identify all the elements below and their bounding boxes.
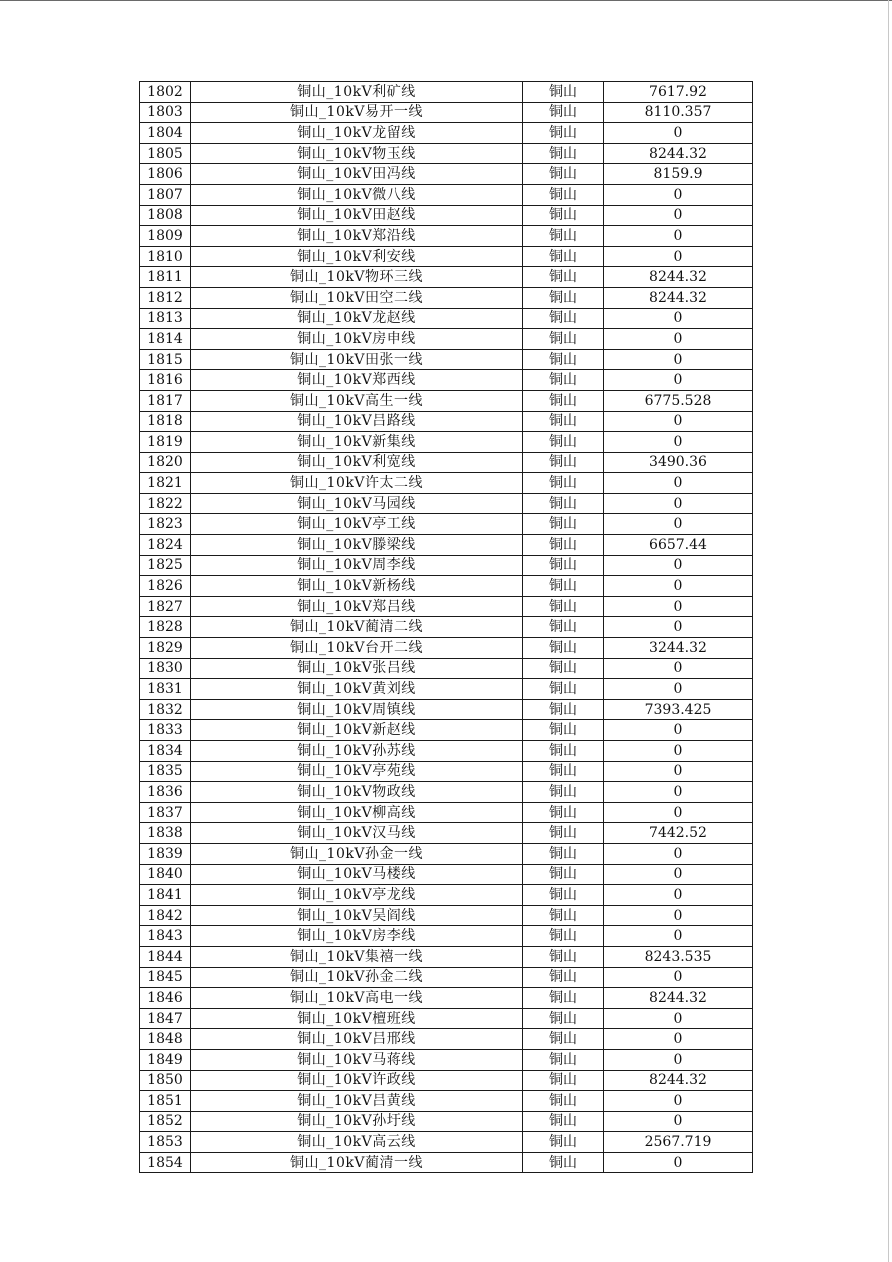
table-row (140, 82, 753, 103)
line-name-cell: 铜山_10kV吕黄线 (191, 1091, 523, 1112)
value-cell: 0 (604, 473, 753, 494)
area-cell: 铜山 (523, 452, 604, 473)
value-cell: 8244.32 (604, 287, 753, 308)
area-cell: 铜山 (523, 432, 604, 453)
line-name-cell: 铜山_10kV柳高线 (191, 802, 523, 823)
table-row (140, 329, 753, 350)
table-row (140, 617, 753, 638)
area-cell: 铜山 (523, 596, 604, 617)
value-cell: 8244.32 (604, 988, 753, 1009)
area-cell: 铜山 (523, 411, 604, 432)
line-name-cell: 铜山_10kV物环三线 (191, 267, 523, 288)
area-cell: 铜山 (523, 823, 604, 844)
table-row (140, 988, 753, 1009)
row-number-cell: 1833 (140, 720, 191, 741)
value-cell: 3244.32 (604, 638, 753, 659)
area-cell: 铜山 (523, 514, 604, 535)
value-cell: 8244.32 (604, 143, 753, 164)
row-number-cell: 1823 (140, 514, 191, 535)
value-cell: 0 (604, 329, 753, 350)
row-number-cell: 1810 (140, 246, 191, 267)
value-cell: 0 (604, 411, 753, 432)
row-number-cell: 1832 (140, 699, 191, 720)
value-cell: 0 (604, 226, 753, 247)
area-cell: 铜山 (523, 885, 604, 906)
value-cell: 0 (604, 843, 753, 864)
table-row (140, 555, 753, 576)
line-name-cell: 铜山_10kV新杨线 (191, 576, 523, 597)
value-cell: 6775.528 (604, 390, 753, 411)
line-name-cell: 铜山_10kV汉马线 (191, 823, 523, 844)
table-row (140, 761, 753, 782)
row-number-cell: 1837 (140, 802, 191, 823)
area-cell: 铜山 (523, 843, 604, 864)
table-row (140, 1029, 753, 1050)
table-row (140, 926, 753, 947)
table-row (140, 226, 753, 247)
area-cell: 铜山 (523, 349, 604, 370)
row-number-cell: 1806 (140, 164, 191, 185)
table-row (140, 946, 753, 967)
area-cell: 铜山 (523, 267, 604, 288)
row-number-cell: 1804 (140, 123, 191, 144)
row-number-cell: 1834 (140, 741, 191, 762)
table-row (140, 184, 753, 205)
line-name-cell: 铜山_10kV马楼线 (191, 864, 523, 885)
table-row (140, 741, 753, 762)
page-top-border (0, 0, 892, 1)
line-name-cell: 铜山_10kV亭工线 (191, 514, 523, 535)
table-row (140, 267, 753, 288)
area-cell: 铜山 (523, 658, 604, 679)
line-name-cell: 铜山_10kV易开一线 (191, 102, 523, 123)
page-right-border (888, 0, 889, 1262)
table-row (140, 1070, 753, 1091)
line-name-cell: 铜山_10kV台开二线 (191, 638, 523, 659)
row-number-cell: 1853 (140, 1132, 191, 1153)
line-name-cell: 铜山_10kV郑吕线 (191, 596, 523, 617)
area-cell: 铜山 (523, 926, 604, 947)
table-row (140, 699, 753, 720)
row-number-cell: 1811 (140, 267, 191, 288)
row-number-cell: 1831 (140, 679, 191, 700)
table-row (140, 370, 753, 391)
area-cell: 铜山 (523, 123, 604, 144)
area-cell: 铜山 (523, 1008, 604, 1029)
line-name-cell: 铜山_10kV吕邢线 (191, 1029, 523, 1050)
value-cell: 0 (604, 761, 753, 782)
row-number-cell: 1821 (140, 473, 191, 494)
line-name-cell: 铜山_10kV周李线 (191, 555, 523, 576)
area-cell: 铜山 (523, 905, 604, 926)
table-row (140, 493, 753, 514)
row-number-cell: 1814 (140, 329, 191, 350)
row-number-cell: 1805 (140, 143, 191, 164)
area-cell: 铜山 (523, 1070, 604, 1091)
row-number-cell: 1835 (140, 761, 191, 782)
row-number-cell: 1841 (140, 885, 191, 906)
area-cell: 铜山 (523, 782, 604, 803)
line-name-cell: 铜山_10kV田冯线 (191, 164, 523, 185)
value-cell: 0 (604, 1029, 753, 1050)
value-cell: 0 (604, 596, 753, 617)
line-name-cell: 铜山_10kV微八线 (191, 184, 523, 205)
value-cell: 0 (604, 926, 753, 947)
area-cell: 铜山 (523, 1091, 604, 1112)
line-name-cell: 铜山_10kV房申线 (191, 329, 523, 350)
row-number-cell: 1849 (140, 1049, 191, 1070)
line-name-cell: 铜山_10kV许太二线 (191, 473, 523, 494)
value-cell: 0 (604, 308, 753, 329)
table-row (140, 349, 753, 370)
value-cell: 0 (604, 349, 753, 370)
table-row (140, 246, 753, 267)
line-name-cell: 铜山_10kV高生一线 (191, 390, 523, 411)
area-cell: 铜山 (523, 246, 604, 267)
value-cell: 0 (604, 1111, 753, 1132)
line-name-cell: 铜山_10kV新赵线 (191, 720, 523, 741)
value-cell: 8110.357 (604, 102, 753, 123)
row-number-cell: 1839 (140, 843, 191, 864)
row-number-cell: 1822 (140, 493, 191, 514)
value-cell: 0 (604, 576, 753, 597)
row-number-cell: 1844 (140, 946, 191, 967)
row-number-cell: 1829 (140, 638, 191, 659)
line-name-cell: 铜山_10kV龙赵线 (191, 308, 523, 329)
table-row (140, 967, 753, 988)
area-cell: 铜山 (523, 82, 604, 103)
line-name-cell: 铜山_10kV新集线 (191, 432, 523, 453)
value-cell: 8159.9 (604, 164, 753, 185)
area-cell: 铜山 (523, 699, 604, 720)
row-number-cell: 1843 (140, 926, 191, 947)
value-cell: 3490.36 (604, 452, 753, 473)
line-name-cell: 铜山_10kV许政线 (191, 1070, 523, 1091)
line-name-cell: 铜山_10kV利宽线 (191, 452, 523, 473)
row-number-cell: 1818 (140, 411, 191, 432)
row-number-cell: 1819 (140, 432, 191, 453)
line-name-cell: 铜山_10kV周镇线 (191, 699, 523, 720)
table-row (140, 823, 753, 844)
line-name-cell: 铜山_10kV高云线 (191, 1132, 523, 1153)
area-cell: 铜山 (523, 287, 604, 308)
value-cell: 0 (604, 1091, 753, 1112)
line-name-cell: 铜山_10kV龙留线 (191, 123, 523, 144)
area-cell: 铜山 (523, 741, 604, 762)
value-cell: 0 (604, 967, 753, 988)
table-row (140, 143, 753, 164)
table-row (140, 535, 753, 556)
table-row (140, 802, 753, 823)
line-data-table (139, 81, 753, 1173)
line-name-cell: 铜山_10kV滕梁线 (191, 535, 523, 556)
table-row (140, 782, 753, 803)
row-number-cell: 1808 (140, 205, 191, 226)
row-number-cell: 1828 (140, 617, 191, 638)
value-cell: 0 (604, 1152, 753, 1173)
area-cell: 铜山 (523, 638, 604, 659)
line-name-cell: 铜山_10kV田张一线 (191, 349, 523, 370)
area-cell: 铜山 (523, 802, 604, 823)
row-number-cell: 1851 (140, 1091, 191, 1112)
row-number-cell: 1850 (140, 1070, 191, 1091)
value-cell: 0 (604, 802, 753, 823)
value-cell: 0 (604, 493, 753, 514)
line-name-cell: 铜山_10kV孙金二线 (191, 967, 523, 988)
area-cell: 铜山 (523, 617, 604, 638)
row-number-cell: 1813 (140, 308, 191, 329)
value-cell: 0 (604, 184, 753, 205)
value-cell: 0 (604, 617, 753, 638)
area-cell: 铜山 (523, 576, 604, 597)
line-name-cell: 铜山_10kV马蒋线 (191, 1049, 523, 1070)
table-row (140, 679, 753, 700)
table-row (140, 1008, 753, 1029)
area-cell: 铜山 (523, 102, 604, 123)
line-name-cell: 铜山_10kV蔺清二线 (191, 617, 523, 638)
area-cell: 铜山 (523, 535, 604, 556)
area-cell: 铜山 (523, 864, 604, 885)
table-row (140, 1132, 753, 1153)
line-name-cell: 铜山_10kV蔺清一线 (191, 1152, 523, 1173)
area-cell: 铜山 (523, 205, 604, 226)
line-name-cell: 铜山_10kV孙苏线 (191, 741, 523, 762)
area-cell: 铜山 (523, 164, 604, 185)
row-number-cell: 1803 (140, 102, 191, 123)
row-number-cell: 1838 (140, 823, 191, 844)
row-number-cell: 1827 (140, 596, 191, 617)
value-cell: 7393.425 (604, 699, 753, 720)
area-cell: 铜山 (523, 967, 604, 988)
row-number-cell: 1826 (140, 576, 191, 597)
value-cell: 0 (604, 782, 753, 803)
value-cell: 0 (604, 514, 753, 535)
area-cell: 铜山 (523, 493, 604, 514)
row-number-cell: 1820 (140, 452, 191, 473)
row-number-cell: 1825 (140, 555, 191, 576)
table-row (140, 1049, 753, 1070)
value-cell: 0 (604, 246, 753, 267)
value-cell: 8243.535 (604, 946, 753, 967)
table-row (140, 390, 753, 411)
value-cell: 0 (604, 555, 753, 576)
area-cell: 铜山 (523, 143, 604, 164)
table-row (140, 864, 753, 885)
table-row (140, 123, 753, 144)
area-cell: 铜山 (523, 370, 604, 391)
value-cell: 2567.719 (604, 1132, 753, 1153)
value-cell: 0 (604, 905, 753, 926)
line-name-cell: 铜山_10kV吴阎线 (191, 905, 523, 926)
value-cell: 0 (604, 205, 753, 226)
value-cell: 0 (604, 432, 753, 453)
area-cell: 铜山 (523, 1152, 604, 1173)
value-cell: 0 (604, 370, 753, 391)
line-name-cell: 铜山_10kV孙圩线 (191, 1111, 523, 1132)
line-name-cell: 铜山_10kV高电一线 (191, 988, 523, 1009)
area-cell: 铜山 (523, 679, 604, 700)
row-number-cell: 1847 (140, 1008, 191, 1029)
table-row (140, 452, 753, 473)
table-row (140, 308, 753, 329)
line-name-cell: 铜山_10kV亭苑线 (191, 761, 523, 782)
row-number-cell: 1836 (140, 782, 191, 803)
line-name-cell: 铜山_10kV郑西线 (191, 370, 523, 391)
line-name-cell: 铜山_10kV利矿线 (191, 82, 523, 103)
row-number-cell: 1816 (140, 370, 191, 391)
line-name-cell: 铜山_10kV马园线 (191, 493, 523, 514)
area-cell: 铜山 (523, 1049, 604, 1070)
area-cell: 铜山 (523, 761, 604, 782)
line-name-cell: 铜山_10kV物玉线 (191, 143, 523, 164)
table-row (140, 596, 753, 617)
table-row (140, 638, 753, 659)
area-cell: 铜山 (523, 473, 604, 494)
area-cell: 铜山 (523, 329, 604, 350)
value-cell: 7442.52 (604, 823, 753, 844)
area-cell: 铜山 (523, 184, 604, 205)
line-name-cell: 铜山_10kV孙金一线 (191, 843, 523, 864)
table-row (140, 720, 753, 741)
line-name-cell: 铜山_10kV房李线 (191, 926, 523, 947)
line-name-cell: 铜山_10kV利安线 (191, 246, 523, 267)
row-number-cell: 1809 (140, 226, 191, 247)
value-cell: 0 (604, 720, 753, 741)
row-number-cell: 1842 (140, 905, 191, 926)
value-cell: 0 (604, 885, 753, 906)
row-number-cell: 1817 (140, 390, 191, 411)
area-cell: 铜山 (523, 555, 604, 576)
table-row (140, 905, 753, 926)
value-cell: 0 (604, 679, 753, 700)
area-cell: 铜山 (523, 720, 604, 741)
area-cell: 铜山 (523, 390, 604, 411)
row-number-cell: 1830 (140, 658, 191, 679)
table-row (140, 1091, 753, 1112)
row-number-cell: 1852 (140, 1111, 191, 1132)
line-name-cell: 铜山_10kV集禧一线 (191, 946, 523, 967)
value-cell: 0 (604, 1008, 753, 1029)
row-number-cell: 1802 (140, 82, 191, 103)
row-number-cell: 1845 (140, 967, 191, 988)
table-row (140, 102, 753, 123)
line-name-cell: 铜山_10kV张吕线 (191, 658, 523, 679)
area-cell: 铜山 (523, 946, 604, 967)
value-cell: 0 (604, 1049, 753, 1070)
area-cell: 铜山 (523, 226, 604, 247)
row-number-cell: 1812 (140, 287, 191, 308)
table-row (140, 885, 753, 906)
row-number-cell: 1807 (140, 184, 191, 205)
area-cell: 铜山 (523, 1111, 604, 1132)
row-number-cell: 1840 (140, 864, 191, 885)
table-row (140, 514, 753, 535)
area-cell: 铜山 (523, 1029, 604, 1050)
value-cell: 7617.92 (604, 82, 753, 103)
value-cell: 0 (604, 864, 753, 885)
value-cell: 0 (604, 123, 753, 144)
table-row (140, 164, 753, 185)
value-cell: 8244.32 (604, 267, 753, 288)
value-cell: 8244.32 (604, 1070, 753, 1091)
value-cell: 0 (604, 741, 753, 762)
row-number-cell: 1846 (140, 988, 191, 1009)
line-name-cell: 铜山_10kV黄刘线 (191, 679, 523, 700)
area-cell: 铜山 (523, 308, 604, 329)
value-cell: 0 (604, 658, 753, 679)
table-row (140, 287, 753, 308)
line-name-cell: 铜山_10kV田赵线 (191, 205, 523, 226)
line-name-cell: 铜山_10kV亭龙线 (191, 885, 523, 906)
line-name-cell: 铜山_10kV田空二线 (191, 287, 523, 308)
table-body (140, 82, 753, 1173)
area-cell: 铜山 (523, 1132, 604, 1153)
table-row (140, 205, 753, 226)
line-name-cell: 铜山_10kV吕路线 (191, 411, 523, 432)
row-number-cell: 1824 (140, 535, 191, 556)
row-number-cell: 1815 (140, 349, 191, 370)
line-name-cell: 铜山_10kV郑沿线 (191, 226, 523, 247)
table-row (140, 576, 753, 597)
row-number-cell: 1854 (140, 1152, 191, 1173)
line-name-cell: 铜山_10kV物政线 (191, 782, 523, 803)
table-row (140, 1152, 753, 1173)
line-name-cell: 铜山_10kV檀班线 (191, 1008, 523, 1029)
table-row (140, 843, 753, 864)
table-row (140, 1111, 753, 1132)
area-cell: 铜山 (523, 988, 604, 1009)
table-row (140, 411, 753, 432)
table-row (140, 432, 753, 453)
value-cell: 6657.44 (604, 535, 753, 556)
table-row (140, 473, 753, 494)
table-row (140, 658, 753, 679)
row-number-cell: 1848 (140, 1029, 191, 1050)
